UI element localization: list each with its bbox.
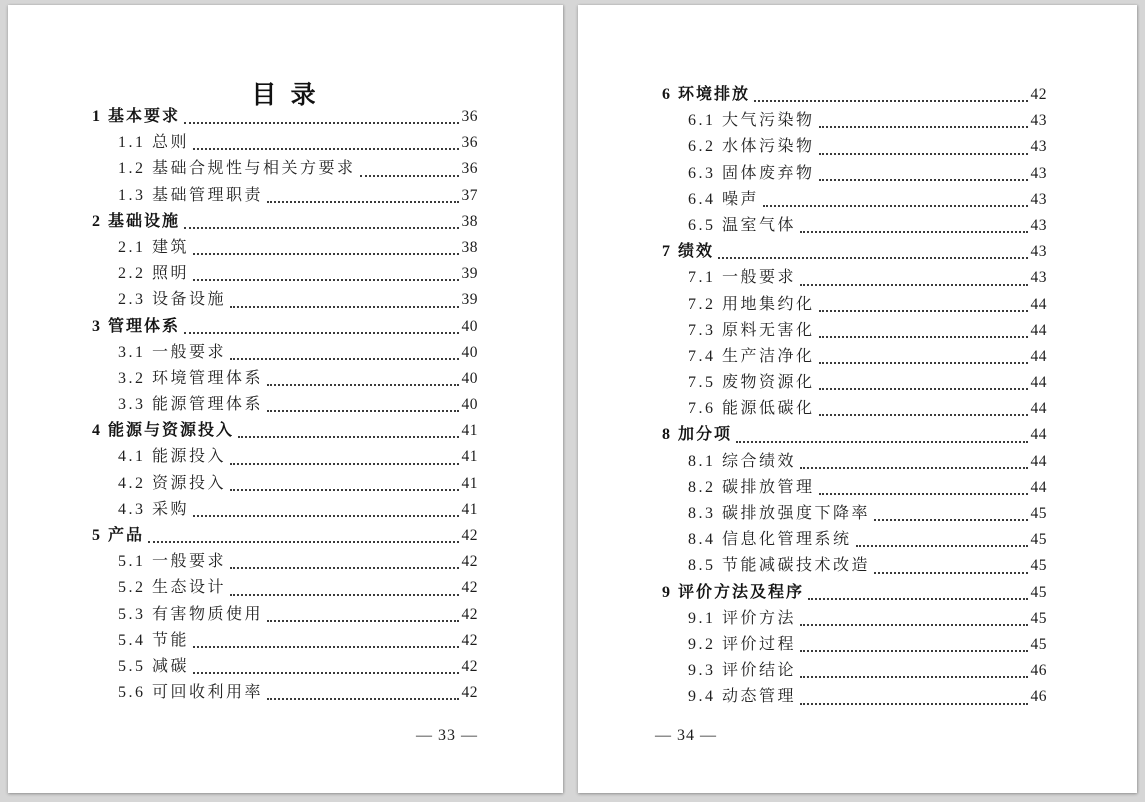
toc-entry-page-number: 42 — [461, 631, 478, 649]
toc-entry-label: 5.4 节能 — [118, 631, 190, 649]
dot-leader — [267, 366, 458, 392]
dot-leader — [874, 553, 1027, 579]
toc-entry-label: 6.1 大气污染物 — [688, 112, 815, 130]
toc-sub-entry — [662, 553, 1047, 579]
toc-entry-label: 4.3 采购 — [118, 500, 190, 518]
dot-leader — [800, 658, 1027, 684]
toc-sub-entry — [662, 606, 1047, 632]
toc-entry-label: 2.1 建筑 — [118, 238, 190, 256]
toc-list-right — [662, 82, 1047, 711]
dot-leader — [819, 161, 1028, 187]
dot-leader — [230, 471, 458, 497]
toc-section-entry — [92, 314, 478, 340]
dot-leader — [819, 292, 1028, 318]
toc-entry-page-number: 44 — [1030, 374, 1047, 392]
dot-leader — [360, 156, 459, 182]
toc-entry-page-number: 44 — [1030, 321, 1047, 339]
toc-sub-entry — [92, 444, 478, 470]
toc-entry-page-number: 38 — [461, 238, 478, 256]
toc-sub-entry — [662, 370, 1047, 396]
toc-entry-label: 5.3 有害物质使用 — [118, 605, 264, 623]
toc-entry-page-number: 45 — [1030, 635, 1047, 653]
toc-entry-page-number: 44 — [1030, 347, 1047, 365]
toc-entry-label: 7.2 用地集约化 — [688, 295, 815, 313]
toc-section-entry — [662, 422, 1047, 448]
toc-entry-page-number: 43 — [1030, 216, 1047, 234]
dot-leader — [736, 422, 1027, 448]
toc-sub-entry — [92, 130, 478, 156]
toc-entry-page-number: 39 — [461, 265, 478, 283]
toc-entry-page-number: 40 — [461, 369, 478, 387]
toc-entry-label: 5 产品 — [92, 527, 145, 544]
toc-entry-label: 5.2 生态设计 — [118, 579, 227, 597]
toc-entry-label: 8.1 综合绩效 — [688, 452, 797, 470]
dot-leader — [238, 418, 458, 444]
toc-entry-label: 8.4 信息化管理系统 — [688, 531, 852, 549]
toc-entry-page-number: 42 — [461, 579, 478, 597]
toc-sub-entry — [662, 265, 1047, 291]
toc-entry-page-number: 37 — [461, 186, 478, 204]
toc-entry-label: 7.6 能源低碳化 — [688, 400, 815, 418]
dot-leader — [800, 684, 1027, 710]
toc-entry-page-number: 36 — [461, 134, 478, 152]
toc-sub-entry — [662, 134, 1047, 160]
toc-entry-label: 9.2 评价过程 — [688, 635, 797, 653]
page-number-footer-34: — 34 — — [655, 727, 717, 744]
toc-entry-page-number: 39 — [461, 291, 478, 309]
dot-leader — [800, 632, 1027, 658]
dot-leader — [819, 344, 1028, 370]
toc-entry-page-number: 42 — [461, 605, 478, 623]
toc-entry-label: 7.1 一般要求 — [688, 269, 797, 287]
toc-sub-entry — [662, 396, 1047, 422]
toc-sub-entry — [92, 575, 478, 601]
toc-sub-entry — [662, 213, 1047, 239]
toc-entry-page-number: 36 — [461, 160, 478, 178]
toc-list-left — [92, 104, 478, 706]
toc-sub-entry — [92, 287, 478, 313]
dot-leader — [819, 134, 1028, 160]
toc-sub-entry — [92, 183, 478, 209]
toc-entry-page-number: 43 — [1030, 164, 1047, 182]
toc-entry-label: 7.3 原料无害化 — [688, 321, 815, 339]
toc-entry-page-number: 40 — [461, 317, 478, 335]
document-page-33 — [8, 5, 563, 793]
toc-sub-entry — [662, 527, 1047, 553]
toc-sub-entry — [92, 156, 478, 182]
toc-section-entry — [92, 418, 478, 444]
toc-entry-label: 6.4 噪声 — [688, 190, 760, 208]
toc-entry-page-number: 45 — [1030, 583, 1047, 601]
toc-entry-label: 2 基础设施 — [92, 212, 181, 230]
dot-leader — [800, 606, 1027, 632]
toc-entry-label: 4.2 资源投入 — [118, 474, 227, 492]
toc-sub-entry — [92, 235, 478, 261]
dot-leader — [819, 475, 1028, 501]
toc-sub-entry — [92, 654, 478, 680]
toc-entry-label: 1.2 基础合规性与相关方要求 — [118, 160, 356, 178]
dot-leader — [718, 239, 1027, 265]
toc-entry-page-number: 41 — [461, 448, 478, 466]
dot-leader — [808, 580, 1027, 606]
toc-entry-label: 9.4 动态管理 — [688, 688, 797, 706]
toc-sub-entry — [92, 366, 478, 392]
toc-title: 目 录 — [251, 82, 320, 109]
toc-entry-label: 3.2 环境管理体系 — [118, 369, 264, 387]
toc-entry-label: 3 管理体系 — [92, 317, 181, 335]
dot-leader — [800, 265, 1027, 291]
toc-sub-entry — [92, 497, 478, 523]
toc-entry-page-number: 41 — [461, 474, 478, 492]
toc-sub-entry — [662, 161, 1047, 187]
dot-leader — [193, 654, 458, 680]
toc-sub-entry — [92, 261, 478, 287]
toc-section-entry — [92, 104, 478, 130]
toc-entry-label: 5.1 一般要求 — [118, 553, 227, 571]
toc-entry-page-number: 45 — [1030, 557, 1047, 575]
toc-entry-page-number: 42 — [461, 553, 478, 571]
dot-leader — [230, 340, 458, 366]
dot-leader — [800, 449, 1027, 475]
dot-leader — [184, 104, 458, 130]
toc-sub-entry — [92, 549, 478, 575]
toc-entry-label: 8.5 节能减碳技术改造 — [688, 557, 871, 575]
dot-leader — [856, 527, 1028, 553]
dot-leader — [763, 187, 1027, 213]
dot-leader — [800, 213, 1027, 239]
toc-sub-entry — [92, 340, 478, 366]
toc-entry-label: 9.3 评价结论 — [688, 662, 797, 680]
toc-entry-label: 1.1 总则 — [118, 134, 190, 152]
toc-entry-label: 6 环境排放 — [662, 86, 751, 103]
toc-entry-label: 6.2 水体污染物 — [688, 138, 815, 156]
document-page-34 — [578, 5, 1137, 793]
toc-entry-label: 8 加分项 — [662, 426, 733, 444]
toc-entry-page-number: 40 — [461, 343, 478, 361]
dot-leader — [230, 575, 458, 601]
dot-leader — [267, 602, 458, 628]
toc-sub-entry — [92, 628, 478, 654]
toc-entry-page-number: 42 — [1030, 86, 1047, 103]
dot-leader — [267, 392, 458, 418]
toc-entry-page-number: 45 — [1030, 531, 1047, 549]
toc-entry-label: 8.2 碳排放管理 — [688, 478, 815, 496]
toc-entry-page-number: 44 — [1030, 452, 1047, 470]
toc-entry-label: 1 基本要求 — [92, 108, 181, 125]
page-number-footer-33: — 33 — — [416, 727, 478, 744]
toc-entry-page-number: 43 — [1030, 190, 1047, 208]
toc-sub-entry — [662, 449, 1047, 475]
toc-entry-label: 5.6 可回收利用率 — [118, 684, 264, 702]
toc-sub-entry — [662, 501, 1047, 527]
dot-leader — [267, 680, 458, 706]
toc-sub-entry — [92, 392, 478, 418]
toc-section-entry — [662, 239, 1047, 265]
dot-leader — [184, 209, 458, 235]
toc-sub-entry — [662, 292, 1047, 318]
toc-entry-label: 9.1 评价方法 — [688, 609, 797, 627]
toc-entry-label: 6.5 温室气体 — [688, 216, 797, 234]
toc-entry-label: 6.3 固体废弃物 — [688, 164, 815, 182]
toc-sub-entry — [92, 471, 478, 497]
dot-leader — [193, 130, 458, 156]
toc-sub-entry — [92, 602, 478, 628]
toc-entry-page-number: 43 — [1030, 269, 1047, 287]
toc-sub-entry — [662, 658, 1047, 684]
toc-section-entry — [92, 523, 478, 549]
dot-leader — [148, 523, 458, 549]
toc-entry-page-number: 44 — [1030, 478, 1047, 496]
toc-entry-page-number: 42 — [461, 657, 478, 675]
toc-entry-page-number: 44 — [1030, 295, 1047, 313]
toc-sub-entry — [662, 632, 1047, 658]
toc-entry-label: 7.4 生产洁净化 — [688, 347, 815, 365]
dot-leader — [193, 497, 458, 523]
toc-entry-page-number: 42 — [461, 684, 478, 702]
dot-leader — [819, 396, 1028, 422]
toc-entry-page-number: 44 — [1030, 400, 1047, 418]
dot-leader — [184, 314, 458, 340]
toc-sub-entry — [662, 187, 1047, 213]
toc-entry-label: 2.2 照明 — [118, 265, 190, 283]
toc-sub-entry — [662, 344, 1047, 370]
toc-sub-entry — [662, 318, 1047, 344]
dot-leader — [754, 82, 1027, 108]
toc-entry-page-number: 38 — [461, 212, 478, 230]
dot-leader — [230, 549, 458, 575]
dot-leader — [193, 235, 458, 261]
dot-leader — [819, 318, 1028, 344]
toc-entry-label: 7.5 废物资源化 — [688, 374, 815, 392]
toc-entry-label: 5.5 减碳 — [118, 657, 190, 675]
toc-entry-label: 4 能源与资源投入 — [92, 422, 235, 440]
dot-leader — [230, 444, 458, 470]
toc-entry-page-number: 43 — [1030, 243, 1047, 261]
toc-entry-page-number: 36 — [461, 108, 478, 125]
toc-entry-page-number: 44 — [1030, 426, 1047, 444]
toc-sub-entry — [662, 108, 1047, 134]
toc-entry-label: 3.1 一般要求 — [118, 343, 227, 361]
dot-leader — [874, 501, 1027, 527]
toc-entry-page-number: 41 — [461, 422, 478, 440]
toc-sub-entry — [662, 684, 1047, 710]
toc-entry-page-number: 45 — [1030, 505, 1047, 522]
dot-leader — [230, 287, 458, 313]
toc-sub-entry — [662, 475, 1047, 501]
dot-leader — [267, 183, 458, 209]
toc-section-entry — [92, 209, 478, 235]
dot-leader — [193, 261, 458, 287]
toc-entry-page-number: 46 — [1030, 662, 1047, 680]
toc-entry-label: 3.3 能源管理体系 — [118, 396, 264, 414]
dot-leader — [193, 628, 458, 654]
toc-entry-label: 4.1 能源投入 — [118, 448, 227, 466]
toc-entry-page-number: 43 — [1030, 138, 1047, 156]
toc-entry-label: 8.3 碳排放强度下降率 — [688, 505, 871, 522]
toc-entry-label: 2.3 设备设施 — [118, 291, 227, 309]
toc-sub-entry — [92, 680, 478, 706]
toc-entry-page-number: 45 — [1030, 609, 1047, 627]
toc-entry-label: 1.3 基础管理职责 — [118, 186, 264, 204]
toc-entry-page-number: 40 — [461, 396, 478, 414]
toc-section-entry — [662, 82, 1047, 108]
dot-leader — [819, 370, 1028, 396]
toc-entry-page-number: 46 — [1030, 688, 1047, 706]
toc-entry-page-number: 41 — [461, 500, 478, 518]
toc-entry-label: 7 绩效 — [662, 243, 715, 261]
toc-entry-label: 9 评价方法及程序 — [662, 583, 805, 601]
dot-leader — [819, 108, 1028, 134]
toc-section-entry — [662, 580, 1047, 606]
toc-entry-page-number: 42 — [461, 527, 478, 544]
toc-entry-page-number: 43 — [1030, 112, 1047, 130]
